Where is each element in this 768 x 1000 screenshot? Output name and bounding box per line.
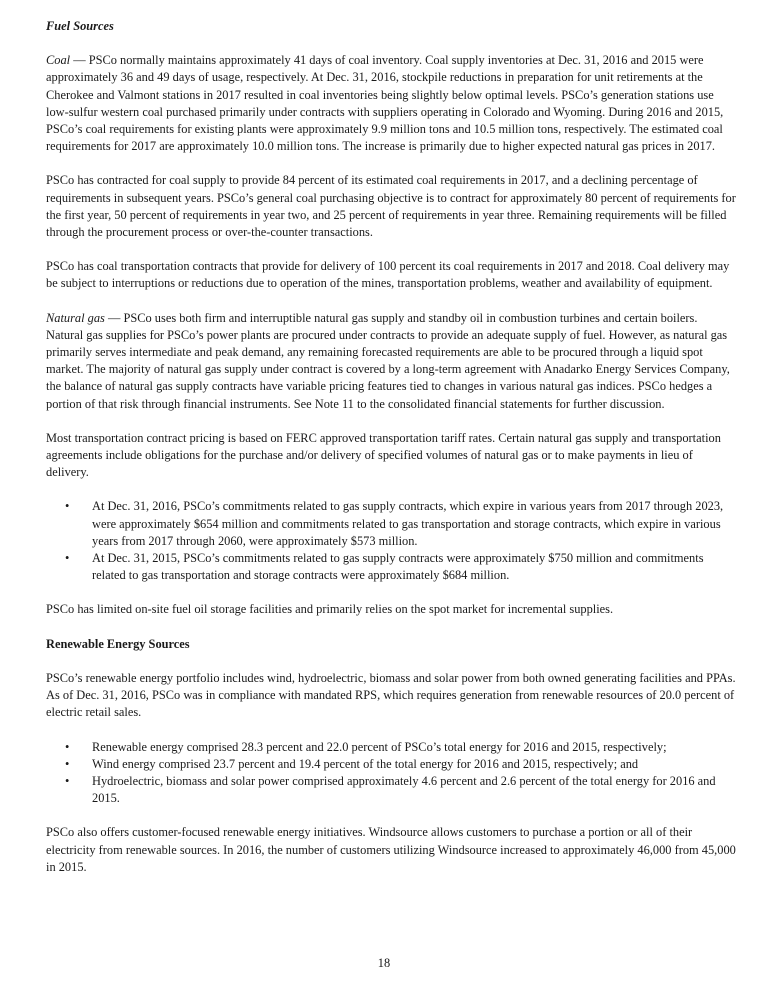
list-item (46, 498, 736, 550)
list-item-text: Wind energy comprised 23.7 percent and 19.4 percent of the total energy for 2016 and 2015, respectively; and (92, 756, 639, 771)
coal-lead: Coal (46, 53, 71, 68)
coal-paragraph-1-text: PSCo normally maintains approximately 41 days of coal inventory. Coal supply inventories at Dec. 31, 2016 and 2015 were approximately 36 and 49 days of usage, respectively. At Dec. 31, 2016, stockpile reductions in preparation for unit retirements at the Cherokee and Valmont stations in 2017 resulted in coal inventories being slightly below optimal levels. PSCo’s generation stations use low-sulfur western coal purchased primarily under contracts with suppliers operating in Colorado and Wyoming. During 2016 and 2015, PSCo’s coal requirements for existing plants were approximately 9.9 million tons and 10.5 million tons, respectively. The estimated coal requirements for 2017 are approximately 10.0 million tons. The increase is primarily due to higher expected natural gas prices in 2017. (46, 53, 724, 154)
list-item (46, 773, 736, 807)
section-title-fuel-sources: Fuel Sources (46, 19, 114, 33)
list-item (46, 739, 736, 756)
coal-dash: — (70, 53, 89, 68)
natural-gas-paragraph-1-text: PSCo uses both firm and interruptible natural gas supply and standby oil in combustion turbines and certain boilers. Natural gas supplies for PSCo’s power plants are procured under contracts to provide an adequate supply of fuel. However, as natural gas primarily serves intermediate and peak demand, any remaining forecasted requirements are able to be procured through a liquid spot market. The majority of natural gas supply under contract is covered by a long-term agreement with Anadarko Energy Services Company, the balance of natural gas supply contracts have variable pricing features tied to changes in various natural gas indices. PSCo hedges a portion of that risk through financial instruments. See Note 11 to the consolidated financial statements for further discussion. (46, 310, 730, 411)
page-number: 18 (377, 956, 391, 970)
list-item-text: At Dec. 31, 2016, PSCo’s commitments related to gas supply contracts, which expire in various years from 2017 through 2023, were approximately $654 million and commitments related to gas transportation and storage contracts, which expire in various years from 2017 through 2060, were approximately $573 million. (92, 499, 724, 548)
list-item-text: At Dec. 31, 2015, PSCo’s commitments related to gas supply contracts were approximately $750 million and commitments related to gas transportation and storage contracts were approximately $684 million. (92, 551, 704, 583)
bullet-icon: • (65, 773, 70, 788)
natural-gas-paragraph-2: Most transportation contract pricing is based on FERC approved transportation tariff rates. Certain natural gas supply and transportation agreements include obligations for the purchase and/or delivery of specified volumes of natural gas or to make payments in lieu of delivery. (46, 430, 721, 480)
gas-commitments-list (46, 498, 736, 584)
list-item (46, 550, 736, 584)
list-item-text: Renewable energy comprised 28.3 percent and 22.0 percent of PSCo’s total energy for 2016 and 2015, respectively; (92, 739, 667, 754)
list-item-text: Hydroelectric, biomass and solar power comprised approximately 4.6 percent and 2.6 percent of the total energy for 2016 and 2015. (92, 773, 716, 806)
renewable-paragraph-1: PSCo’s renewable energy portfolio includes wind, hydroelectric, biomass and solar power from both owned generating facilities and PPAs. As of Dec. 31, 2016, PSCo was in compliance with mandated RPS, which requires generation from renewable resources of 20.0 percent of electric retail sales. (46, 670, 736, 720)
coal-paragraph-2: PSCo has contracted for coal supply to provide 84 percent of its estimated coal requirements in 2017, and a declining percentage of requirements in subsequent years. PSCo’s general coal purchasing objective is to contract for approximately 80 percent of requirements for the first year, 50 percent of requirements in year two, and 25 percent of requirements in year three. Remaining requirements will be filled through the procurement process or over-the-counter transactions. (46, 173, 736, 240)
coal-paragraph-1 (46, 52, 736, 155)
natural-gas-paragraph-3: PSCo has limited on-site fuel oil storage facilities and primarily relies on the spot market for incremental supplies. (46, 602, 614, 617)
renewable-paragraph-2: PSCo also offers customer-focused renewable energy initiatives. Windsource allows customers to purchase a portion or all of their electricity from renewable sources. In 2016, the number of customers utilizing Windsource increased to approximately 46,000 from 45,000 in 2015. (46, 825, 736, 874)
natural-gas-paragraph-1 (46, 310, 736, 413)
document-page (46, 18, 736, 893)
section-title-renewable: Renewable Energy Sources (46, 636, 190, 651)
bullet-icon: • (65, 499, 70, 514)
natural-gas-lead: Natural gas (46, 310, 105, 325)
bullet-icon: • (65, 551, 70, 566)
renewable-stats-list (46, 739, 736, 808)
list-item (46, 756, 736, 773)
natural-gas-dash: — (104, 310, 124, 325)
bullet-icon: • (65, 739, 70, 754)
bullet-icon: • (65, 756, 70, 771)
coal-paragraph-3: PSCo has coal transportation contracts that provide for delivery of 100 percent its coal requirements in 2017 and 2018. Coal delivery may be subject to interruptions or reductions due to operation of the mines, transportation problems, weather and availability of equipment. (46, 259, 730, 291)
